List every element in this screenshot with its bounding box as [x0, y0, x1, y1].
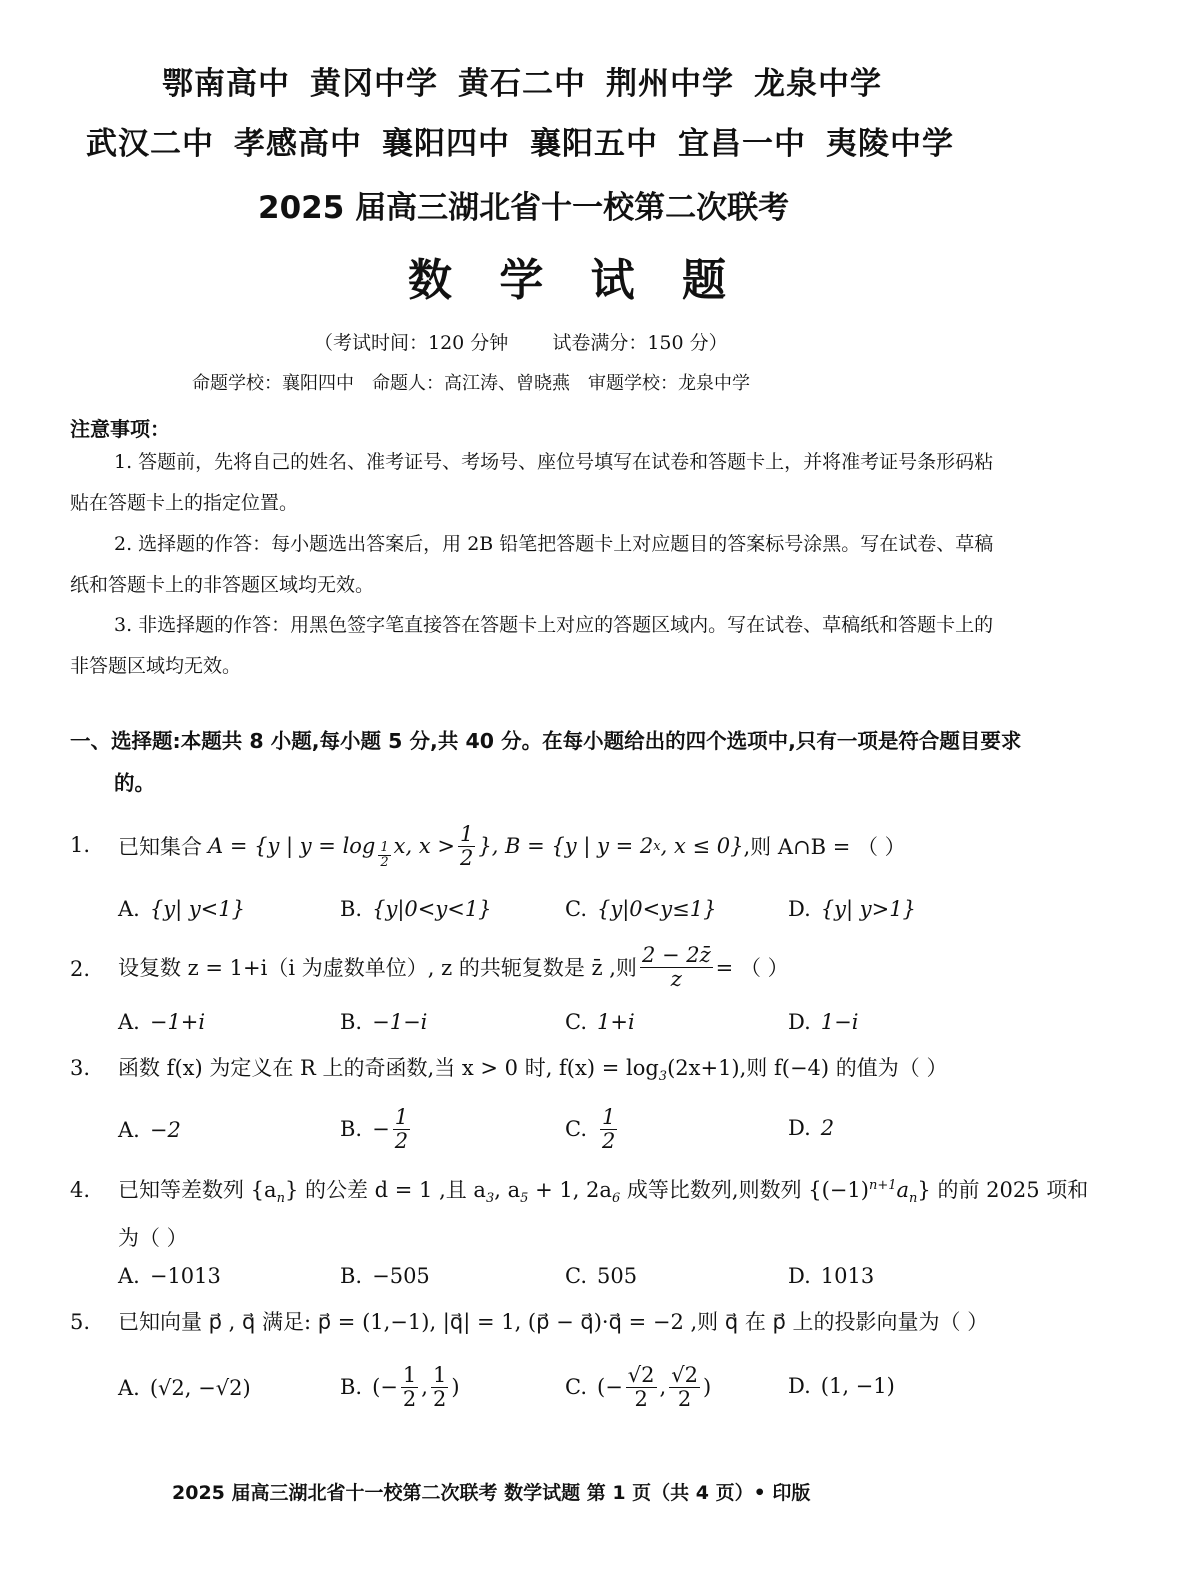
- option-label: B.: [340, 897, 363, 921]
- option-c[interactable]: [565, 897, 716, 921]
- option-label: B.: [340, 1117, 363, 1141]
- fraction-numerator: √2: [627, 1363, 655, 1388]
- school-name: 襄阳五中: [530, 126, 658, 162]
- question-4-text: [118, 1174, 1088, 1206]
- question-tail: = （ ）: [715, 956, 789, 980]
- option-part: (−: [597, 1375, 623, 1399]
- question-5-text: 已知向量 p⃗ , q⃗ 满足: p⃗ = (1,−1), |q⃗| = 1, (p⃗ − q⃗)·q⃗ = −2 ,则 q⃗ 在 p⃗ 上的投影向量为（ ）: [118, 1310, 989, 1334]
- question-part: + 1, 2a: [528, 1178, 612, 1202]
- question-number: 2.: [70, 957, 91, 981]
- option-label: A.: [118, 897, 140, 921]
- option-sign: −: [372, 1117, 390, 1141]
- question-prefix: 已知集合: [118, 835, 202, 859]
- fraction-numerator: 1: [394, 1105, 409, 1130]
- subscript: 5: [520, 1191, 529, 1207]
- option-a[interactable]: [118, 897, 245, 921]
- question-1-text: [118, 816, 906, 876]
- option-b[interactable]: B. (− $\frac{1}{2}$ , $\frac{1}{2}$ ): [340, 1363, 460, 1411]
- option-label: B.: [340, 1375, 363, 1399]
- option-d[interactable]: [788, 897, 916, 921]
- option-value: {y| y<1}: [149, 897, 245, 921]
- option-label: C.: [565, 1117, 587, 1141]
- question-part: a: [896, 1178, 910, 1202]
- fraction-numerator: 1: [402, 1363, 417, 1388]
- option-d[interactable]: [788, 1264, 874, 1288]
- school-name: 孝感高中: [234, 126, 362, 162]
- option-part: ): [451, 1375, 460, 1399]
- option-a[interactable]: [118, 1010, 205, 1034]
- option-value: {y| y>1}: [820, 897, 916, 921]
- school-name: 黄石二中: [458, 66, 586, 102]
- option-label: A.: [118, 1010, 140, 1034]
- option-label: D.: [788, 1116, 811, 1140]
- half-fraction: [458, 823, 475, 868]
- subscript: 6: [611, 1191, 621, 1207]
- set-b-rest: , x ≤ 0}: [660, 834, 744, 858]
- log-base-denominator: 2: [380, 854, 389, 870]
- subject-title: 数 学 试 题: [408, 255, 742, 306]
- option-fraction: [669, 1364, 700, 1409]
- school-name: 宜昌一中: [678, 126, 806, 162]
- school-name: 龙泉中学: [754, 66, 882, 102]
- set-b-expression: }, B = {y | y = 2: [478, 834, 654, 858]
- question-body: 设复数 z = 1+i（i 为虚数单位）, z 的共轭复数是 z̄ ,则: [118, 956, 637, 980]
- question-tail: (2x+1),则 f(−4) 的值为（ ）: [667, 1056, 948, 1080]
- school-name: 黄冈中学: [310, 66, 438, 102]
- option-b[interactable]: [340, 1264, 430, 1288]
- option-value: 1013: [820, 1264, 875, 1288]
- exam-time: （考试时间：120 分钟: [314, 332, 509, 354]
- option-value: 1+i: [597, 1010, 635, 1034]
- question-part: 成等比数列,则数列 {(−1): [620, 1178, 869, 1202]
- option-label: A.: [118, 1118, 140, 1142]
- fraction-numerator: 1: [432, 1363, 447, 1388]
- option-value: −505: [372, 1264, 430, 1288]
- section-heading: 一、选择题:本题共 8 小题,每小题 5 分,共 40 分。在每小题给出的四个选项中,只有一项是符合题目要求的。: [70, 729, 1022, 795]
- option-value: (1, −1): [820, 1374, 895, 1398]
- option-c[interactable]: [565, 1264, 637, 1288]
- option-d[interactable]: [788, 1116, 834, 1140]
- fraction-denominator: 2: [459, 845, 474, 870]
- notice-item-1: 1. 答题前，先将自己的姓名、准考证号、考场号、座位号填写在试卷和答题卡上，并将准考证号条形码粘贴在答题卡上的指定位置。: [70, 451, 994, 514]
- fraction-denominator: z: [670, 966, 682, 991]
- conjugate-fraction: [640, 944, 713, 989]
- log-base: 3: [658, 1069, 668, 1085]
- option-a[interactable]: [118, 1118, 181, 1142]
- option-value: {y|0<y<1}: [372, 897, 492, 921]
- exam-title: 2025 届高三湖北省十一校第二次联考: [258, 190, 790, 226]
- option-label: D.: [788, 1374, 811, 1398]
- option-a[interactable]: [118, 1376, 251, 1400]
- option-c[interactable]: C. (− $\frac{√2}{2}$ , $\frac{√2}{2}$ ): [565, 1363, 712, 1411]
- fraction-denominator: 2: [677, 1386, 692, 1411]
- option-part: ): [702, 1375, 712, 1399]
- question-part: } 的前 2025 项和: [917, 1178, 1089, 1202]
- notice-heading: 注意事项：: [70, 417, 170, 441]
- subscript: n: [276, 1191, 285, 1207]
- option-d[interactable]: [788, 1010, 858, 1034]
- fraction-denominator: 2: [602, 1128, 616, 1153]
- school-name: 鄂南高中: [162, 66, 290, 102]
- option-value: 1−i: [820, 1010, 859, 1034]
- fraction-numerator: √2: [671, 1363, 698, 1388]
- fraction-numerator: 1: [459, 822, 474, 847]
- school-line-1: [162, 58, 902, 103]
- log-base-numerator: 1: [380, 839, 389, 855]
- option-b[interactable]: [340, 897, 492, 921]
- option-label: A.: [118, 1376, 140, 1400]
- option-fraction: [393, 1106, 410, 1151]
- question-part: } 的公差 d = 1 ,且 a: [284, 1178, 486, 1202]
- subscript: 3: [485, 1191, 495, 1207]
- fraction-denominator: 2: [402, 1386, 417, 1411]
- fraction-denominator: 2: [394, 1128, 409, 1153]
- question-number: 5.: [70, 1310, 91, 1334]
- option-value: 2: [820, 1116, 835, 1140]
- question-3-text: [118, 1052, 947, 1084]
- option-a[interactable]: [118, 1264, 221, 1288]
- option-label: C.: [565, 1375, 587, 1399]
- option-value: (√2, −√2): [149, 1376, 251, 1400]
- option-value: −2: [149, 1118, 181, 1142]
- exam-score: 试卷满分：150 分）: [552, 332, 728, 354]
- log-base: [378, 841, 390, 869]
- option-c[interactable]: [565, 1010, 635, 1034]
- notice-item-3: 3. 非选择题的作答：用黑色签字笔直接答在答题卡上对应的答题区域内。写在试卷、草稿纸和答题卡上的非答题区域均无效。: [70, 614, 994, 677]
- school-name: 襄阳四中: [382, 126, 510, 162]
- fraction-denominator: 2: [634, 1386, 648, 1411]
- option-label: A.: [118, 1264, 140, 1288]
- option-b[interactable]: [340, 1010, 427, 1034]
- question-number: 4.: [70, 1178, 91, 1202]
- option-label: D.: [788, 1010, 811, 1034]
- option-fraction: [401, 1364, 418, 1409]
- option-fraction: [431, 1364, 448, 1409]
- option-label: C.: [565, 1010, 587, 1034]
- option-b[interactable]: [340, 1100, 413, 1158]
- question-part: 已知等差数列 {a: [118, 1178, 277, 1202]
- question-4-line2: 为（ ）: [118, 1226, 188, 1250]
- option-d[interactable]: [788, 1374, 895, 1398]
- fraction-numerator: 2 − 2z̄: [641, 943, 711, 968]
- option-value: 505: [597, 1264, 638, 1288]
- notice-item-2: 2. 选择题的作答：每小题选出答案后，用 2B 铅笔把答题卡上对应题目的答案标号涂黑。写在试卷、草稿纸和答题卡上的非答题区域均无效。: [70, 533, 994, 596]
- school-name: 荆州中学: [606, 66, 734, 102]
- question-tail: ,则 A∩B = （ ）: [743, 835, 906, 859]
- option-fraction: [626, 1364, 657, 1409]
- school-line-2: [86, 118, 974, 163]
- option-label: C.: [565, 897, 587, 921]
- exam-credits: 命题学校：襄阳四中 命题人：高江涛、曾晓燕 审题学校：龙泉中学: [192, 373, 750, 394]
- option-value: −1−i: [372, 1010, 428, 1034]
- option-label: D.: [788, 897, 811, 921]
- page-footer: 2025 届高三湖北省十一校第二次联考 数学试题 第 1 页（共 4 页）• 印版: [172, 1482, 811, 1504]
- set-a-rest: x, x >: [393, 834, 455, 858]
- question-body: 函数 f(x) 为定义在 R 上的奇函数,当 x > 0 时, f(x) = log: [118, 1056, 659, 1080]
- fraction-denominator: 2: [432, 1386, 447, 1411]
- option-fraction: [600, 1106, 617, 1151]
- option-value: −1+i: [149, 1010, 206, 1034]
- option-value: {y|0<y≤1}: [597, 897, 717, 921]
- exponent: x: [653, 838, 661, 854]
- question-number: 3.: [70, 1056, 91, 1080]
- fraction-numerator: 1: [602, 1105, 616, 1130]
- option-label: B.: [340, 1010, 363, 1034]
- subscript: n: [909, 1191, 918, 1207]
- option-label: D.: [788, 1264, 811, 1288]
- question-2-text: [118, 938, 789, 996]
- school-name: 武汉二中: [86, 126, 214, 162]
- option-label: C.: [565, 1264, 587, 1288]
- option-value: −1013: [149, 1264, 221, 1288]
- superscript: n+1: [868, 1178, 897, 1193]
- question-number: 1.: [70, 833, 91, 857]
- exam-meta: [292, 328, 750, 355]
- set-a-expression: A = {y | y = log: [208, 834, 376, 858]
- option-label: B.: [340, 1264, 363, 1288]
- option-c[interactable]: [565, 1100, 620, 1158]
- option-part: (−: [372, 1375, 398, 1399]
- question-part: , a: [494, 1178, 521, 1202]
- school-name: 夷陵中学: [826, 126, 954, 162]
